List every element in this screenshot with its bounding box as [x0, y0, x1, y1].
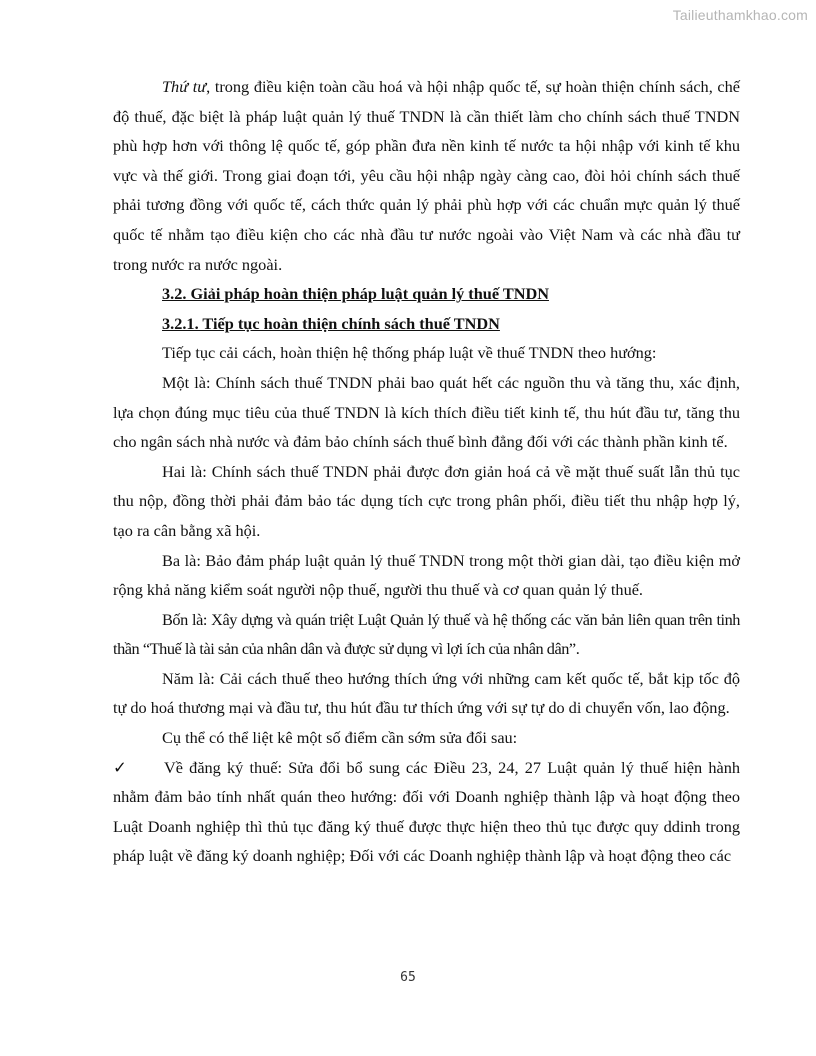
paragraph-cu-the: Cụ thể có thể liệt kê một số điểm cần sớm sửa đổi sau: — [162, 728, 518, 748]
checkmark-icon: ✓ — [113, 757, 127, 777]
paragraph-thu-tu — [113, 72, 740, 279]
page-number: 65 — [400, 970, 416, 985]
paragraph-mot-la: Một là: Chính sách thuế TNDN phải bao quát hết các nguồn thu và tăng thu, xác định, lựa chọn đúng mục tiêu của thuế TNDN là kích thích điều tiết kinh tế, thu hút đầu tư, tăng thu cho ngân sách nhà nước và đảm bảo chính sách thuế bình đẳng đối với các thành phần kinh tế. — [113, 372, 740, 452]
paragraph-nam-la: Năm là: Cải cách thuế theo hướng thích ứng với những cam kết quốc tế, bắt kịp tốc độ tự do hoá thương mại và đầu tư, thu hút đầu tư thích ứng với sự tự do di chuyển vốn, lao động. — [113, 668, 740, 718]
watermark-text: Tailieuthamkhao.com — [672, 7, 808, 23]
list-item — [113, 753, 740, 871]
paragraph-ba-la: Ba là: Bảo đảm pháp luật quản lý thuế TNDN trong một thời gian dài, tạo điều kiện mở rộng khả năng kiểm soát người nộp thuế, người thu thuế và cơ quan quản lý thuế. — [113, 550, 740, 600]
paragraph-hai-la: Hai là: Chính sách thuế TNDN phải được đơn giản hoá cả về mặt thuế suất lẫn thủ tục thu nộp, đồng thời phải đảm bảo tác dụng tích cực trong phân phối, điều tiết thu nhập hợp lý, tạo ra cân bằng xã hội. — [113, 461, 740, 540]
paragraph-intro: Tiếp tục cải cách, hoàn thiện hệ thống pháp luật về thuế TNDN theo hướng: — [162, 343, 657, 363]
paragraph-bon-la: Bốn là: Xây dựng và quán triệt Luật Quản lý thuế và hệ thống các văn bản liên quan trên tinh thần “Thuế là tài sản của nhân dân và được sử dụng vì lợi ích của nhân dân”. — [113, 609, 740, 659]
paragraph-text: , trong điều kiện toàn cầu hoá và hội nhập quốc tế, sự hoàn thiện chính sách, chế độ thuế, đặc biệt là pháp luật quản lý thuế TNDN là cần thiết làm cho chính sách thuế TNDN phù hợp hơn với thông lệ quốc tế, góp phần đưa nền kinh tế nước ta hội nhập với kinh tế khu vực và thế giới. Trong giai đoạn tới, yêu cầu hội nhập ngày càng cao, đòi hỏi chính sách thuế phải tương đồng với quốc tế, cách thức quản lý phải phù hợp với các chuẩn mực quản lý thuế quốc tế nhằm tạo điều kiện cho các nhà đầu tư nước ngoài vào Việt Nam và các nhà đầu tư trong nước ra nước ngoài. — [113, 77, 740, 274]
section-heading-3-2: 3.2. Giải pháp hoàn thiện pháp luật quản lý thuế TNDN — [162, 284, 549, 304]
section-heading-3-2-1: 3.2.1. Tiếp tục hoàn thiện chính sách thuế TNDN — [162, 313, 500, 333]
document-body — [113, 72, 740, 871]
list-item-text: Về đăng ký thuế: Sửa đổi bổ sung các Điều 23, 24, 27 Luật quản lý thuế hiện hành nhằm đảm bảo tính nhất quán theo hướng: đối với Doanh nghiệp thành lập và hoạt động theo Luật Doanh nghiệp thì thủ tục đăng ký thuế được thực hiện theo thủ tục được quy ddinh trong pháp luật về đăng ký doanh nghiệp; Đối với các Doanh nghiệp thành lập và hoạt động theo các — [113, 757, 740, 866]
italic-lead: Thứ tư — [162, 77, 207, 96]
